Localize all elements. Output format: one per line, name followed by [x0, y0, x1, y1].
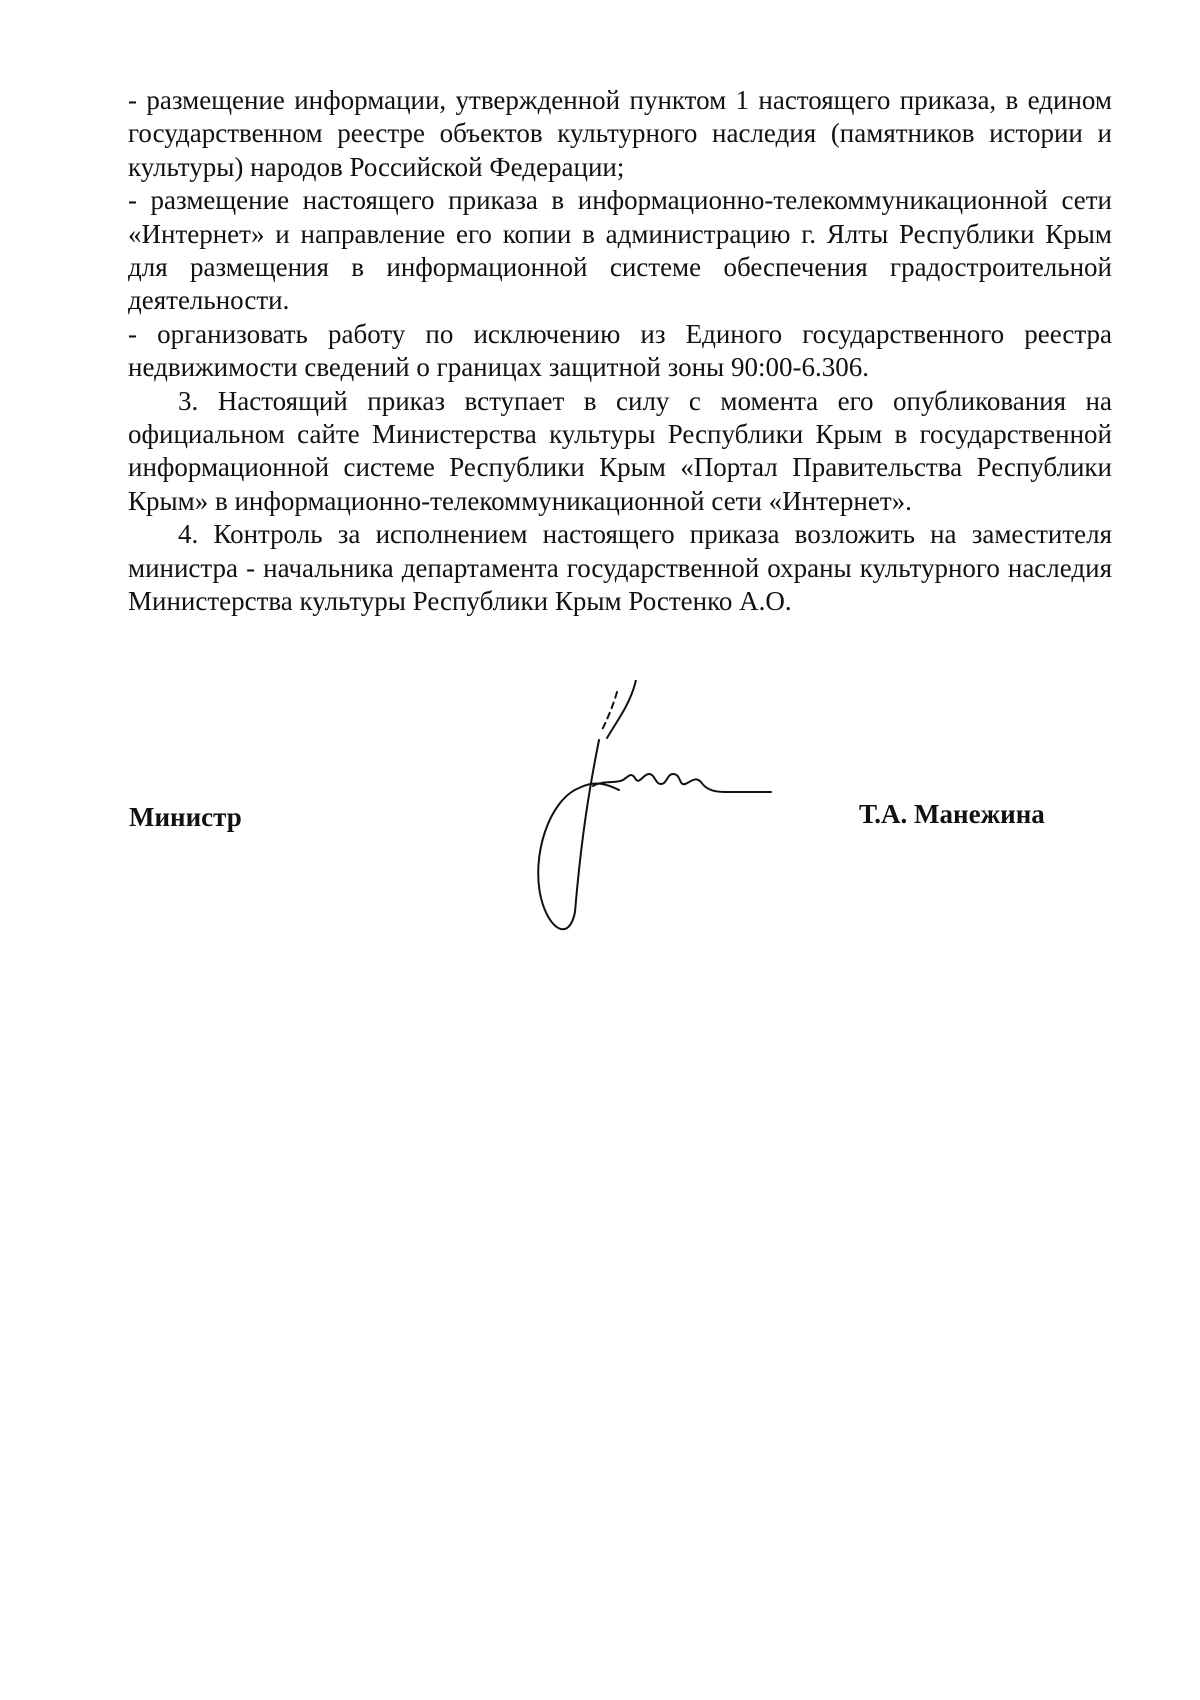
signatory-title: Министр	[129, 802, 242, 832]
document-body	[128, 84, 1112, 619]
signatory-name: Т.А. Манежина	[859, 799, 1045, 829]
paragraph-bullet-internet: - размещение настоящего приказа в информационно-телекоммуникационной сети «Интернет» и направление его копии в администрацию г. Ялты Республики Крым для размещения в информационной системе обеспечения градостроительной деятельности.	[128, 185, 1112, 316]
paragraph-item-3: 3. Настоящий приказ вступает в силу с момента его опубликования на официальном сайте Министерства культуры Республики Крым в государственной информационной системе Республики Крым «Портал Правительства Республики Крым» в информационно-телекоммуникационной сети «Интернет».	[128, 385, 1112, 516]
handwritten-signature	[535, 680, 775, 950]
paragraph-bullet-egrn: - организовать работу по исключению из Единого государственного реестра недвижимости сведений о границах защитной зоны 90:00-6.306.	[128, 318, 1112, 383]
paragraph-item-4: 4. Контроль за исполнением настоящего приказа возложить на заместителя министра - начальника департамента государственной охраны культурного наследия Министерства культуры Республики Крым Ростенко А.О.	[128, 519, 1112, 617]
paragraph-bullet-register: - размещение информации, утвержденной пунктом 1 настоящего приказа, в едином государственном реестре объектов культурного наследия (памятников истории и культуры) народов Российской Федерации;	[128, 85, 1112, 182]
